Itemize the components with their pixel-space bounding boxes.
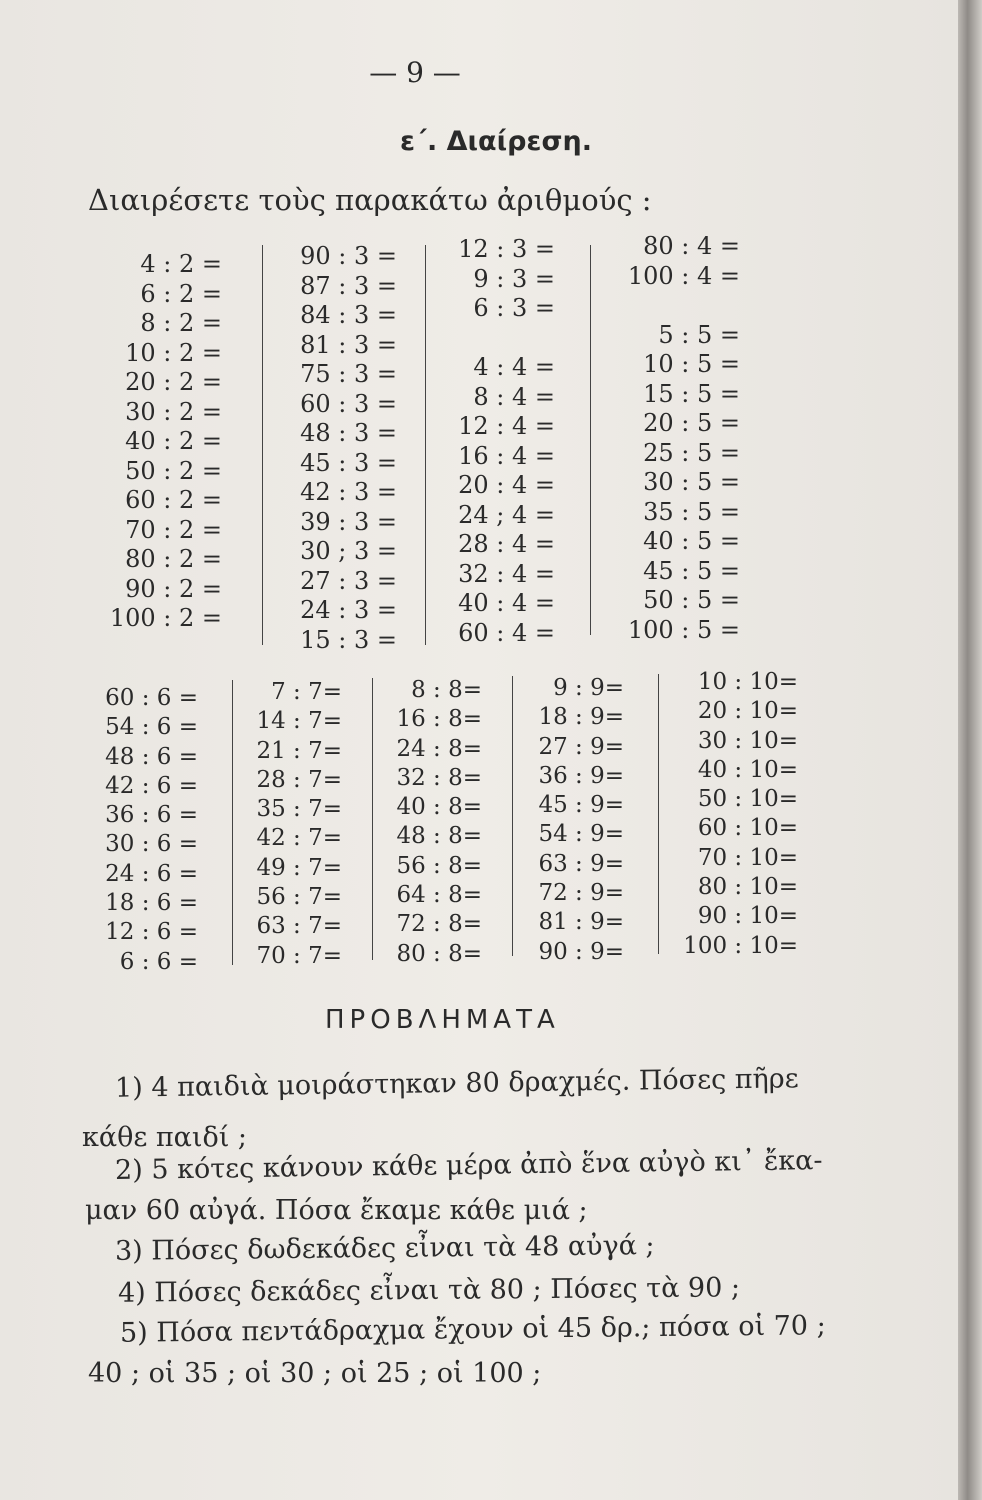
division-exercise: 4 : 4 = (473, 353, 555, 381)
division-exercise: 80 : 4 = (643, 232, 740, 260)
division-column-by-10 (660, 668, 798, 961)
column-divider (590, 245, 591, 635)
division-exercise: 16 : 4 = (458, 441, 555, 470)
division-exercise: 90 : 9= (538, 938, 624, 965)
division-exercise: 42 : 7= (256, 825, 342, 852)
division-exercise: 63 : 7= (256, 913, 342, 940)
division-exercise: 30 : 6 = (105, 831, 198, 858)
division-exercise: 8 : 8= (411, 677, 482, 703)
division-exercise: 9 : 9= (553, 675, 624, 701)
instruction-text: Διαιρέσετε τοὺς παρακάτω ἀριθμούς : (88, 183, 652, 217)
division-column-by-4-and-5 (595, 232, 740, 645)
division-exercise: 32 : 4 = (458, 559, 555, 588)
division-exercise: 56 : 8= (396, 852, 482, 879)
division-exercise: 56 : 7= (256, 884, 342, 911)
division-column-by-6 (70, 684, 198, 977)
division-exercise: 87 : 3 = (300, 271, 397, 300)
division-exercise: 12 : 4 = (458, 412, 555, 440)
division-exercise: 28 : 4 = (458, 530, 555, 558)
division-exercise: 70 : 7= (256, 942, 342, 969)
division-exercise: 40 : 4 = (458, 589, 555, 617)
division-exercise: 42 : 6 = (105, 772, 198, 799)
division-exercise: 50 : 5 = (643, 586, 740, 614)
division-exercise: 49 : 7= (256, 854, 342, 881)
division-column-by-3-and-4 (425, 235, 555, 648)
division-exercise: 15 : 5 = (643, 379, 740, 408)
division-column-by-2 (92, 250, 222, 634)
section-title: ε΄. Διαίρεση. (400, 126, 592, 157)
division-exercise: 72 : 8= (396, 911, 482, 938)
division-exercise: 80 : 8= (396, 940, 482, 967)
problem-line: 1) 4 παιδιὰ μοιράστηκαν 80 δραχμές. Πόσες πῆρε (114, 1063, 799, 1104)
division-exercise: 35 : 5 = (643, 497, 740, 526)
division-exercise: 12 : 6 = (105, 919, 198, 946)
division-exercise: 6 : 3 = (473, 294, 555, 322)
division-exercise: 64 : 8= (396, 882, 482, 909)
division-exercise: 7 : 7= (271, 679, 342, 705)
division-exercise: 15 : 3 = (300, 625, 397, 654)
problem-line: 2) 5 κότες κάνουν κάθε μέρα ἀπὸ ἕνα αὐγὸ κι᾽ ἔκα- (114, 1145, 823, 1186)
division-exercise: 90 : 3 = (300, 242, 397, 270)
division-exercise: 20 : 5 = (643, 409, 740, 437)
division-exercise: 81 : 9= (538, 909, 624, 936)
column-divider (658, 674, 659, 954)
division-column-by-7 (232, 678, 342, 971)
division-exercise: 4 : 2 = (140, 250, 222, 278)
division-exercise: 36 : 6 = (105, 802, 198, 829)
division-exercise: 75 : 3 = (300, 360, 397, 388)
division-exercise: 70 : 10= (697, 844, 798, 871)
division-exercise: 6 : 2 = (140, 279, 222, 308)
division-exercise: 27 : 3 = (300, 566, 397, 595)
division-exercise: 81 : 3 = (300, 330, 397, 359)
division-exercise: 20 : 2 = (125, 368, 222, 396)
problem-line: 5) Πόσα πεντάδραχμα ἔχουν οἱ 45 δρ.; πόσα οἱ 70 ; (119, 1310, 826, 1349)
division-exercise: 80 : 10= (697, 874, 798, 901)
division-exercise: 50 : 10= (697, 786, 798, 813)
division-exercise: 35 : 7= (256, 796, 342, 823)
division-exercise: 10 : 2 = (125, 338, 222, 367)
division-exercise: 24 : 8= (396, 735, 482, 762)
division-exercise: 16 : 8= (396, 706, 482, 733)
division-exercise: 30 ; 3 = (300, 537, 397, 565)
division-exercise: 24 ; 4 = (458, 500, 555, 529)
division-exercise: 5 : 5 = (658, 320, 740, 349)
division-exercise: 63 : 9= (538, 850, 624, 877)
division-exercise: 14 : 7= (256, 708, 342, 735)
division-exercise: 36 : 9= (538, 762, 624, 789)
division-exercise: 9 : 3 = (473, 264, 555, 293)
division-exercise: 100 : 4 = (627, 261, 740, 290)
problem-line: 4) Πόσες δεκάδες εἶναι τὰ 80 ; Πόσες τὰ 90 ; (117, 1272, 741, 1309)
division-exercise: 39 : 3 = (300, 507, 397, 536)
division-exercise: 18 : 6 = (105, 890, 198, 917)
division-exercise: 60 : 6 = (105, 685, 198, 711)
division-exercise: 72 : 9= (538, 880, 624, 907)
division-exercise: 8 : 4 = (473, 382, 555, 411)
division-exercise: 90 : 10= (697, 903, 798, 930)
division-exercise: 40 : 2 = (125, 427, 222, 455)
division-exercise: 20 : 4 = (458, 471, 555, 499)
division-exercise: 80 : 2 = (125, 545, 222, 573)
division-exercise: 25 : 5 = (643, 438, 740, 467)
problems-heading: ΠΡΟΒΛΗΜΑΤΑ (325, 1005, 560, 1035)
division-exercise: 32 : 8= (396, 764, 482, 791)
page-edge (958, 0, 982, 1500)
division-exercise: 54 : 9= (538, 821, 624, 848)
division-column-by-3 (262, 242, 397, 655)
division-exercise: 100 : 5 = (627, 615, 740, 644)
division-exercise: 54 : 6 = (105, 714, 198, 741)
division-exercise: 100 : 2 = (109, 604, 222, 632)
problem-line: κάθε παιδί ; (82, 1122, 248, 1153)
division-exercise: 27 : 9= (538, 733, 624, 760)
division-exercise: 48 : 6 = (105, 743, 198, 770)
division-column-by-8 (372, 676, 482, 969)
problem-line: 40 ; οἱ 35 ; οἱ 30 ; οἱ 25 ; οἱ 100 ; (88, 1358, 542, 1389)
division-exercise: 28 : 7= (256, 766, 342, 793)
division-exercise: 60 : 4 = (458, 618, 555, 647)
division-exercise: 10 : 10= (697, 669, 798, 695)
division-exercise: 90 : 2 = (125, 574, 222, 603)
division-exercise: 60 : 3 = (300, 389, 397, 418)
division-exercise: 40 : 10= (697, 756, 798, 783)
division-exercise: 60 : 2 = (125, 486, 222, 514)
division-exercise: 50 : 2 = (125, 456, 222, 485)
division-exercise: 70 : 2 = (125, 515, 222, 544)
division-exercise: 48 : 8= (396, 823, 482, 850)
page-number: — 9 — (369, 56, 461, 89)
division-exercise: 21 : 7= (256, 737, 342, 764)
division-exercise: 30 : 5 = (643, 468, 740, 496)
division-exercise: 20 : 10= (697, 698, 798, 725)
division-exercise: 84 : 3 = (300, 301, 397, 329)
division-exercise: 30 : 2 = (125, 397, 222, 426)
division-exercise: 6 : 6 = (119, 948, 198, 975)
division-exercise (595, 291, 740, 321)
division-exercise: 10 : 5 = (643, 350, 740, 378)
division-exercise: 24 : 6 = (105, 860, 198, 887)
division-exercise: 40 : 5 = (643, 527, 740, 555)
division-exercise: 30 : 10= (697, 727, 798, 754)
division-exercise: 60 : 10= (697, 815, 798, 842)
division-exercise: 40 : 8= (396, 794, 482, 821)
problem-line: 3) Πόσες δωδεκάδες εἶναι τὰ 48 αὐγά ; (114, 1230, 655, 1267)
division-column-by-9 (512, 674, 624, 967)
division-exercise (425, 324, 555, 354)
division-exercise: 8 : 2 = (140, 309, 222, 337)
division-exercise: 45 : 5 = (643, 556, 740, 585)
division-exercise: 45 : 9= (538, 792, 624, 819)
division-exercise: 45 : 3 = (300, 448, 397, 477)
division-exercise: 18 : 9= (538, 704, 624, 731)
division-exercise: 42 : 3 = (300, 478, 397, 506)
division-exercise: 24 : 3 = (300, 596, 397, 624)
division-exercise: 100 : 10= (683, 932, 798, 959)
division-exercise: 48 : 3 = (300, 419, 397, 447)
division-exercise: 12 : 3 = (458, 235, 555, 263)
problem-line: μαν 60 αὐγά. Πόσα ἔκαμε κάθε μιά ; (85, 1195, 588, 1226)
